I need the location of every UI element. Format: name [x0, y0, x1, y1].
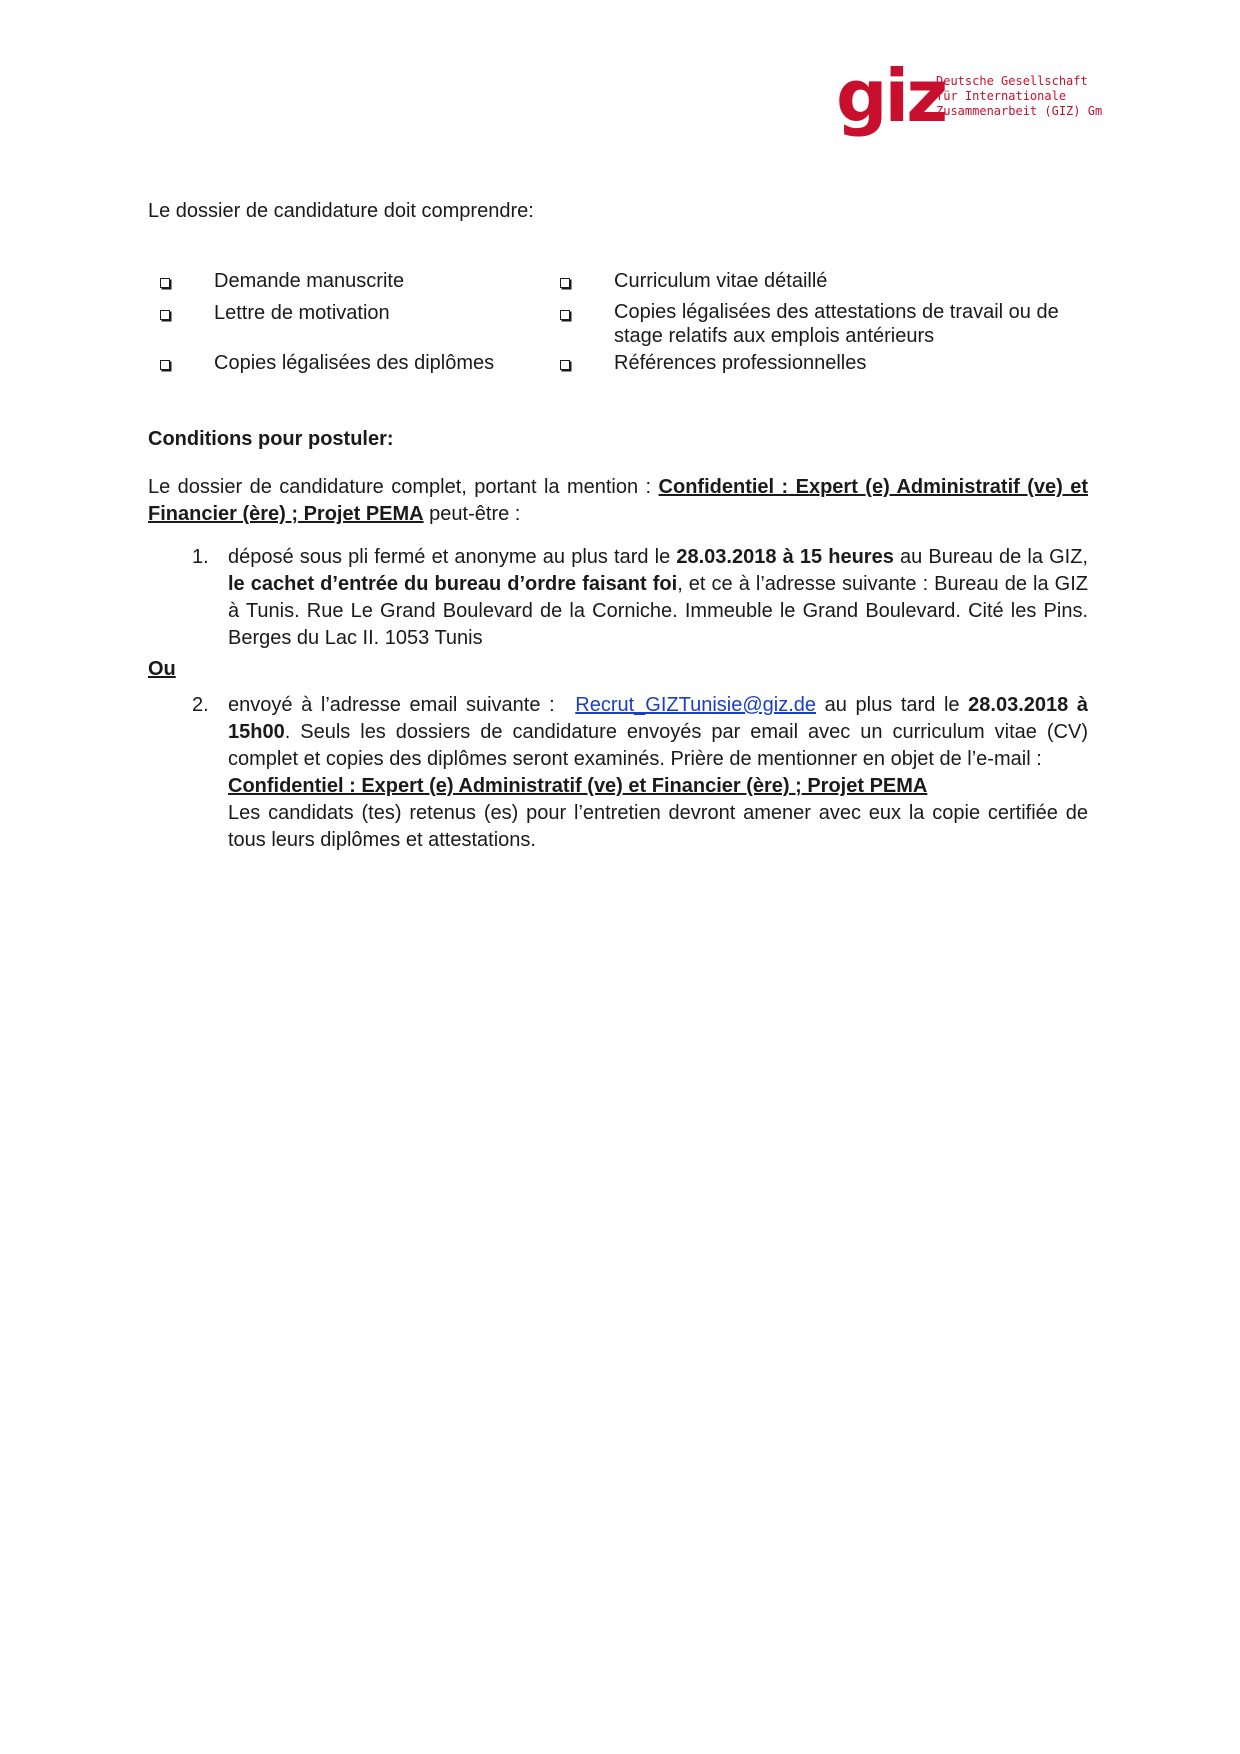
checkbox-bullet-icon: [560, 360, 570, 370]
logo-line-1: Deutsche Gesellschaft: [936, 74, 1088, 88]
item-text: . Seuls les dossiers de candidature envoyés par email avec un curriculum vitae (CV) complet et copies des diplômes seront examinés. Prière de mentionner en objet de l’e-mail :: [228, 721, 1088, 770]
requirement-text: Curriculum vitae détaillé: [614, 270, 828, 292]
requirement-text: Copies légalisées des diplômes: [214, 352, 495, 374]
deadline-text: 28.03.2018 à 15 heures: [676, 546, 894, 568]
item-body: [228, 692, 1088, 854]
list-item: [148, 350, 494, 377]
or-label: Ou: [148, 658, 176, 680]
mention-prefix: Le dossier de candidature complet, portant la mention :: [148, 476, 659, 498]
checkbox-bullet-icon: [160, 360, 170, 370]
deadline-text: 28.03.2018 à 15h00: [228, 694, 1088, 743]
stamp-note: le cachet d’entrée du bureau d’ordre faisant foi: [228, 573, 678, 595]
item-body: [228, 544, 1088, 652]
list-item: [148, 268, 404, 295]
closing-text: Les candidats (tes) retenus (es) pour l’entretien devront amener avec eux la copie certifiée de tous leurs diplômes et attestations.: [228, 802, 1088, 851]
item-number: 1.: [192, 546, 209, 568]
requirement-text: Références professionnelles: [614, 352, 867, 374]
email-link[interactable]: Recrut_GIZTunisie@giz.de: [575, 694, 817, 716]
giz-logo: [836, 54, 1103, 142]
item-text: envoyé à l’adresse email suivante :: [228, 694, 564, 716]
list-item: [148, 300, 390, 327]
item-text: , et ce à l’adresse suivante : Bureau de la GIZ à Tunis. Rue Le Grand Boulevard de la Corniche. Immeuble le Grand Boulevard. Cité les Pins. Berges du Lac II. 1053 Tunis: [228, 573, 1088, 649]
requirement-text: Lettre de motivation: [214, 302, 390, 324]
requirement-text: Copies légalisées des attestations de travail ou de stage relatifs aux emplois antérieurs: [614, 301, 1059, 347]
checkbox-bullet-icon: [160, 310, 170, 320]
numbered-item-1: [192, 544, 1088, 652]
list-item: [548, 350, 1094, 377]
checkbox-bullet-icon: [560, 278, 570, 288]
item-text: au Bureau de la GIZ,: [893, 546, 1088, 568]
item-number: 2.: [192, 694, 209, 716]
item-text: au plus tard le: [816, 694, 969, 716]
logo-wordmark: giz: [836, 54, 946, 138]
logo-subtitle: [936, 74, 1102, 119]
checkbox-bullet-icon: [160, 278, 170, 288]
requirement-text: Demande manuscrite: [214, 270, 405, 292]
email-subject: Confidentiel : Expert (e) Administratif (ve) et Financier (ère) ; Projet PEMA: [228, 775, 928, 797]
list-item: [548, 268, 1094, 295]
mention-subject: Confidentiel : Expert (e) Administratif (ve) et Financier (ère) ; Projet PEMA: [148, 476, 1089, 525]
logo-line-2: für Internationale: [936, 89, 1067, 103]
numbered-item-2: [192, 692, 1088, 854]
logo-line-3: Zusammenarbeit (GIZ) Gm: [936, 104, 1103, 118]
mention-suffix: peut-être :: [423, 503, 521, 525]
conditions-heading: Conditions pour postuler:: [148, 428, 394, 450]
mention-paragraph: [148, 474, 1088, 528]
checkbox-bullet-icon: [560, 310, 570, 320]
item-text: déposé sous pli fermé et anonyme au plus tard le: [228, 546, 677, 568]
intro-text: Le dossier de candidature doit comprendre:: [148, 200, 534, 222]
list-item: [548, 300, 1094, 348]
